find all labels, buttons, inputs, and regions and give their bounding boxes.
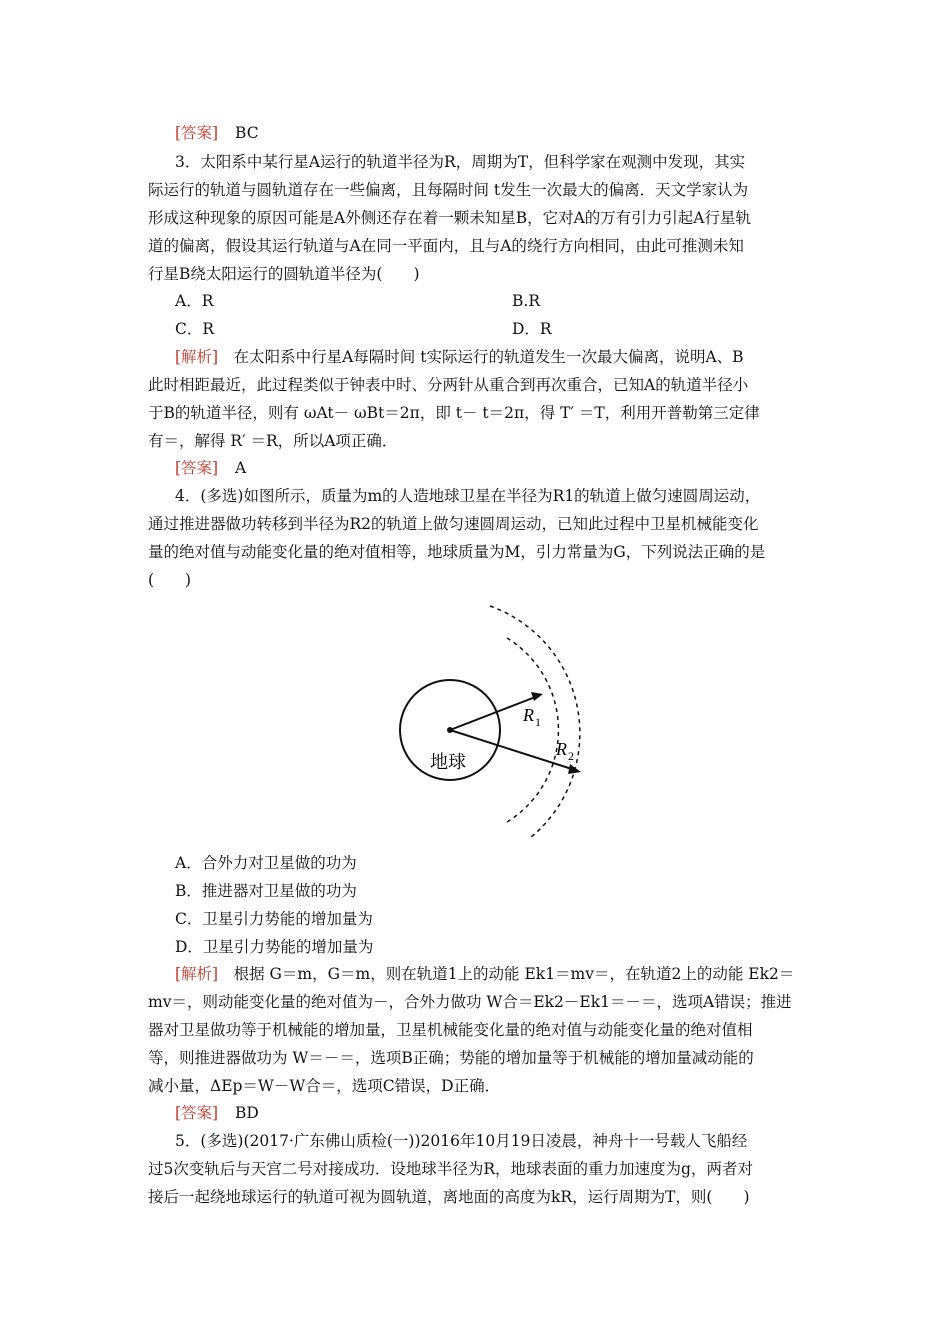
option-c: C．卫星引力势能的增加量为 <box>175 910 373 928</box>
analysis-line-q3: 于B的轨道半径，则有 ωAt－ ωBt＝2π，即 t－ t＝2π，得 T′ ＝T，利用开普勒第三定律 <box>148 404 760 422</box>
answer-value: BC <box>235 124 259 142</box>
analysis-text: 在太阳系中行星A每隔时间 t实际运行的轨道发生一次最大偏离，说明A、B <box>218 348 744 366</box>
earth-label: 地球 <box>430 752 466 773</box>
question-3-line: 道的偏离，假设其运行轨道与A在同一平面内，且与A的绕行方向相同，由此可推测未知 <box>148 237 744 255</box>
option-c: C．R <box>175 320 215 338</box>
question-4-line: 4．(多选)如图所示，质量为m的人造地球卫星在半径为R1的轨道上做匀速圆周运动， <box>175 487 761 505</box>
option-d: D．R <box>512 320 552 338</box>
r2-arrowhead <box>568 764 581 774</box>
question-4-line: ( ) <box>148 571 192 589</box>
analysis-line-q3: 此时相距最近，此过程类似于钟表中时、分两针从重合到再次重合，已知A的轨道半径小 <box>148 376 749 394</box>
question-4-line: 通过推进器做功转移到半径为R2的轨道上做匀速圆周运动，已知此过程中卫星机械能变化 <box>148 515 759 533</box>
orbit-figure <box>380 600 600 840</box>
analysis-line-q3 <box>175 347 744 367</box>
question-3-line: 行星B绕太阳运行的圆轨道半径为( ) <box>148 265 420 283</box>
option-d: D．卫星引力势能的增加量为 <box>175 938 374 956</box>
answer-line-q3 <box>175 458 246 478</box>
orbit-r1-arc <box>507 638 558 822</box>
analysis-line-q4: mv＝，则动能变化量的绝对值为－，合外力做功 W合＝Ek2－Ek1＝－＝，选项A错误；推进 <box>148 993 792 1011</box>
r2-subscript: 2 <box>568 749 574 763</box>
question-3-line: 3．太阳系中某行星A运行的轨道半径为R，周期为T，但科学家在观测中发现，其实 <box>175 153 746 171</box>
r1-subscript: 1 <box>535 715 541 729</box>
answer-line-q4 <box>175 1103 259 1123</box>
analysis-tag: [解析] <box>175 965 219 983</box>
question-5-line: 过5次变轨后与天宫二号对接成功．设地球半径为R，地球表面的重力加速度为g，两者对 <box>148 1160 753 1178</box>
question-5-line: 5．(多选)(2017·广东佛山质检(一))2016年10月19日凌晨，神舟十一号载人飞船经 <box>175 1132 748 1150</box>
option-a: A．合外力对卫星做的功为 <box>175 854 357 872</box>
analysis-line-q4: 器对卫星做功等于机械能的增加量，卫星机械能变化量的绝对值与动能变化量的绝对值相 <box>148 1021 753 1039</box>
answer-value: BD <box>235 1104 259 1122</box>
analysis-line-q4 <box>175 964 794 984</box>
question-3-line: 形成这种现象的原因可能是A外侧还存在着一颗未知星B，它对A的万有引力引起A行星轨 <box>148 209 751 227</box>
question-3-line: 际运行的轨道与圆轨道存在一些偏离，且每隔时间 t发生一次最大的偏离．天文学家认为 <box>148 181 749 199</box>
option-b: B.R <box>512 292 540 310</box>
analysis-line-q4: 等，则推进器做功为 W＝－＝，选项B正确；势能的增加量等于机械能的增加量减动能的 <box>148 1049 754 1067</box>
answer-tag: [答案] <box>175 459 219 477</box>
option-a: A．R <box>175 292 214 310</box>
option-b: B．推进器对卫星做的功为 <box>175 882 357 900</box>
answer-value: A <box>235 459 247 477</box>
r1-arrowhead <box>531 692 543 701</box>
question-5-line: 接后一起绕地球运行的轨道可视为圆轨道，离地面的高度为kR，运行周期为T，则( ) <box>148 1188 750 1206</box>
r1-label: R <box>523 705 534 725</box>
analysis-text: 根据 G＝m，G＝m，则在轨道1上的动能 Ek1＝mv＝，在轨道2上的动能 Ek2＝ <box>218 965 795 983</box>
answer-line-q2 <box>175 123 259 143</box>
answer-tag: [答案] <box>175 124 219 142</box>
answer-tag: [答案] <box>175 1104 219 1122</box>
question-4-line: 量的绝对值与动能变化量的绝对值相等，地球质量为M，引力常量为G，下列说法正确的是 <box>148 543 766 561</box>
analysis-line-q3: 有＝，解得 R′ ＝R，所以A项正确． <box>148 432 398 450</box>
analysis-line-q4: 减小量，ΔEp＝W－W合＝，选项C错误，D正确． <box>148 1077 501 1095</box>
r2-label: R <box>556 739 567 759</box>
analysis-tag: [解析] <box>175 348 219 366</box>
